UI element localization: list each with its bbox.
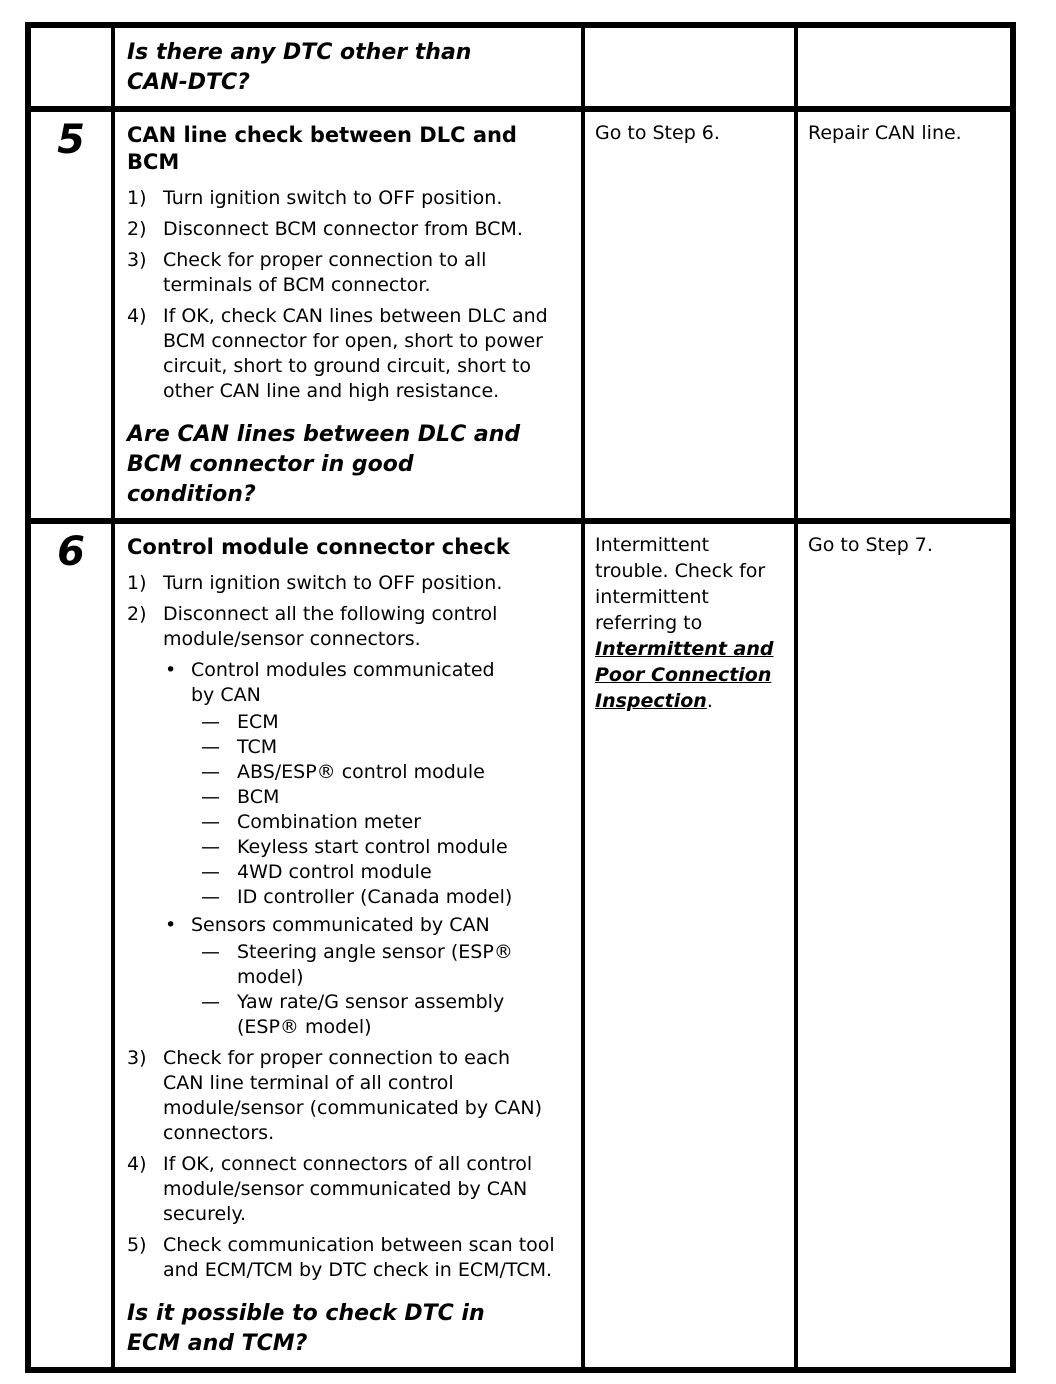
list-item xyxy=(201,785,573,810)
list-item xyxy=(201,760,573,785)
step-number-label: 1) xyxy=(127,187,147,209)
step4-number-cell xyxy=(28,25,113,109)
step4-yes-cell xyxy=(583,25,796,109)
step-text: Check for proper connection to each CAN line terminal of all control module/sensor (communicated by CAN) connectors. xyxy=(163,1047,543,1144)
list-item xyxy=(201,810,573,835)
yes-text-after: . xyxy=(706,690,713,712)
procedure-step xyxy=(127,571,573,596)
step-title: Control module connector check xyxy=(127,535,510,559)
procedure-step xyxy=(127,217,573,242)
list-item-text: Keyless start control module xyxy=(237,836,508,858)
step-text: Disconnect all the following control module/sensor connectors. xyxy=(163,603,498,650)
list-item xyxy=(201,735,573,760)
bullet-item xyxy=(165,913,573,938)
dash-icon: — xyxy=(201,941,220,963)
list-item-text: ID controller (Canada model) xyxy=(237,886,513,908)
step4-no-cell xyxy=(796,25,1013,109)
no-result: Repair CAN line. xyxy=(808,122,962,144)
procedure-step xyxy=(127,1233,573,1283)
step6-yes-cell xyxy=(583,521,796,1370)
yes-result xyxy=(595,532,784,714)
list-item-text: ABS/ESP® control module xyxy=(237,761,485,783)
list-item-text: BCM xyxy=(237,786,280,808)
dash-icon: — xyxy=(201,736,220,758)
bullet-text: Control modules communicated by CAN xyxy=(191,659,495,706)
yes-text-before: Intermittent trouble. Check for intermittent referring to xyxy=(595,534,766,634)
step-number: 5 xyxy=(57,117,85,163)
confirmation-question: Is it possible to check DTC in ECM and TCM? xyxy=(127,1301,485,1356)
procedure-step xyxy=(127,602,573,652)
step-text: If OK, connect connectors of all control module/sensor communicated by CAN securely. xyxy=(163,1153,533,1225)
step-number-label: 2) xyxy=(127,603,147,625)
dash-icon: — xyxy=(201,761,220,783)
step-number-label: 1) xyxy=(127,572,147,594)
bullet-icon: • xyxy=(165,659,177,681)
bullet-item xyxy=(165,658,573,708)
bullet-text: Sensors communicated by CAN xyxy=(191,914,490,936)
step-text: Turn ignition switch to OFF position. xyxy=(163,187,503,209)
confirmation-question: Are CAN lines between DLC and BCM connector in good condition? xyxy=(127,422,521,507)
table-row xyxy=(28,109,1013,521)
diagnostic-table xyxy=(25,22,1016,1373)
bullet-icon: • xyxy=(165,914,177,936)
list-item-text: 4WD control module xyxy=(237,861,432,883)
step6-number-cell xyxy=(28,521,113,1370)
step-number-label: 2) xyxy=(127,218,147,240)
procedure-step xyxy=(127,1046,573,1146)
step5-number-cell xyxy=(28,109,113,521)
list-item xyxy=(201,835,573,860)
list-item-text: Steering angle sensor (ESP® model) xyxy=(237,941,513,988)
dash-icon: — xyxy=(201,711,220,733)
step4-action-cell xyxy=(113,25,583,109)
dash-icon: — xyxy=(201,836,220,858)
step-text: Disconnect BCM connector from BCM. xyxy=(163,218,523,240)
step-number-label: 3) xyxy=(127,1047,147,1069)
step-number-label: 4) xyxy=(127,1153,147,1175)
intermittent-inspection-link[interactable]: Intermittent and Poor Connection Inspection xyxy=(595,638,774,712)
list-item-text: Combination meter xyxy=(237,811,422,833)
procedure-step xyxy=(127,304,573,404)
procedure-step xyxy=(127,186,573,211)
list-item-text: Yaw rate/G sensor assembly (ESP® model) xyxy=(237,991,505,1038)
dash-icon: — xyxy=(201,886,220,908)
table-row xyxy=(28,521,1013,1370)
list-item xyxy=(201,860,573,885)
list-item xyxy=(201,990,573,1040)
step-number-label: 3) xyxy=(127,249,147,271)
list-item-text: TCM xyxy=(237,736,278,758)
list-item xyxy=(201,885,573,910)
step6-action-cell xyxy=(113,521,583,1370)
step-text: Check communication between scan tool and ECM/TCM by DTC check in ECM/TCM. xyxy=(163,1234,555,1281)
step-text: If OK, check CAN lines between DLC and BCM connector for open, short to power circuit, short to ground circuit, short to other CAN line and high resistance. xyxy=(163,305,548,402)
step6-no-cell xyxy=(796,521,1013,1370)
dash-icon: — xyxy=(201,861,220,883)
dash-icon: — xyxy=(201,786,220,808)
step5-action-cell xyxy=(113,109,583,521)
step5-no-cell xyxy=(796,109,1013,521)
yes-result: Go to Step 6. xyxy=(595,122,720,144)
confirmation-question: Is there any DTC other than CAN-DTC? xyxy=(127,40,472,95)
step-number: 6 xyxy=(57,529,85,575)
dash-icon: — xyxy=(201,811,220,833)
step-text: Check for proper connection to all terminals of BCM connector. xyxy=(163,249,487,296)
procedure-step xyxy=(127,1152,573,1227)
step-number-label: 5) xyxy=(127,1234,147,1256)
step5-yes-cell xyxy=(583,109,796,521)
dash-icon: — xyxy=(201,991,220,1013)
step-number-label: 4) xyxy=(127,305,147,327)
no-result: Go to Step 7. xyxy=(808,534,933,556)
list-item xyxy=(201,940,573,990)
step-text: Turn ignition switch to OFF position. xyxy=(163,572,503,594)
list-item xyxy=(201,710,573,735)
procedure-step xyxy=(127,248,573,298)
table-row xyxy=(28,25,1013,109)
step-title: CAN line check between DLC and BCM xyxy=(127,123,517,174)
list-item-text: ECM xyxy=(237,711,279,733)
